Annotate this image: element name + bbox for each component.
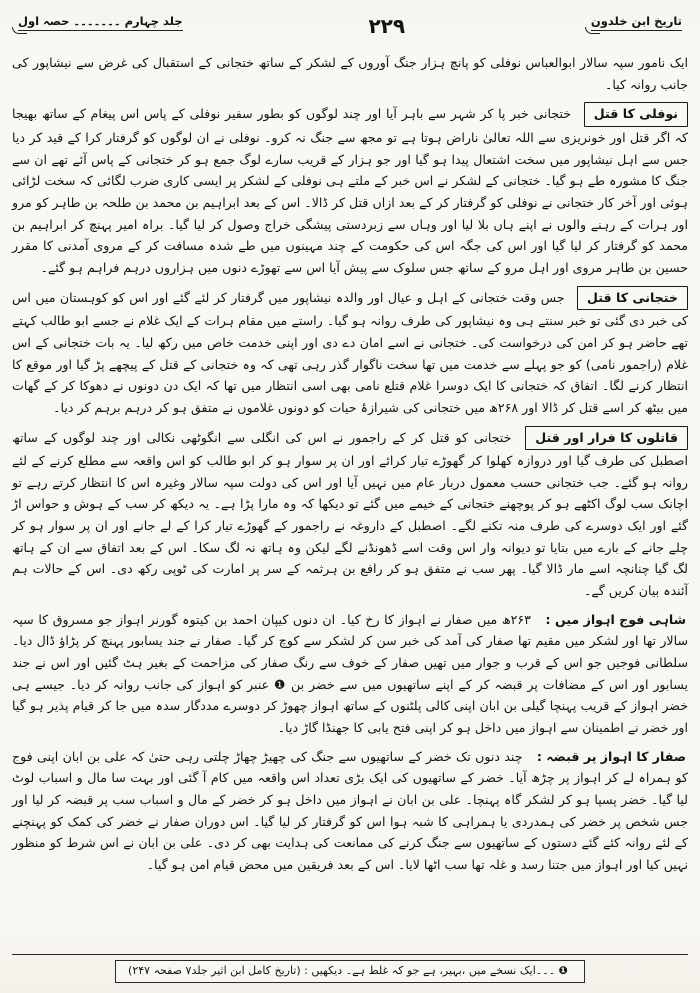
section-heading: صفار کا اہواز پر قبضہ : xyxy=(535,746,688,768)
footnote-text: ۔۔۔ایک نسخے میں ،بہیر، ہے جو کہ غلط ہے۔ دیکھیں : (تاریخ کامل ابن اثیر جلد۷ صفحہ ۲۴۷) xyxy=(128,963,556,977)
paragraph-text: ایک نامور سپہ سالار ابوالعباس نوفلی کو پانچ ہزار جنگ آوروں کے لشکر کے ساتھ ختجانی کے استقبال کی غرض سے نیشاپور کی جانب روانہ کیا۔ xyxy=(12,55,688,92)
section-text: ختجانی کو قتل کر کے راجمور نے اس کی انگلی سے انگوٹھی نکالی اور چند لوگوں کے ساتھ اصطبل کی طرف گیا اور دروازہ کھلوا کر گھوڑے تیار کرائے اور ان پر سوار ہو کر ابو طالب کو اس واقعہ سے مطلع کرنے کے لئے روانہ ہو گئے۔ جب ختجانی حسب معمول دربار عام میں نہیں آیا اور اس کی دولت سپہ سالار وغیرہ اس کا انتظار کرتے رہے تو اچانک سب لوگ اکٹھے ہو کر پوچھنے ختجانی کے خیمے میں گئے تو دیکھا کہ وہ مارا پڑا ہے۔ یہ دیکھ کر سب کے ہوش و حواس اڑ گئے اور ایک دوسرے کی طرف منہ تکنے لگے۔ اصطبل کے داروغہ نے راجمور کے گھوڑے تیار کرا کے لے جانے اور ان پر سوار ہو کر چلے جانے کے بارے میں بتایا تو دیوانہ وار اس وقت اسے ڈھونڈنے لگے لیکن وہ ہاتھ نہ لگ سکا۔ اس کے بعد اتفاق سے ان کے ہاتھ لگ گیا چنانچہ اسے مار ڈالا گیا۔ پھر سب نے متفق ہو کر رافع بن ہرثمہ کے سر پر امارت کی ٹوپی رکھ دی۔ اس کے حالات ہم آئندہ بیان کریں گے۔ xyxy=(12,429,688,599)
page-number: ۲۲۹ xyxy=(368,14,406,38)
book-title: تاریخ ابن خلدون xyxy=(591,14,682,31)
section-heading: قاتلوں کا فرار اور قتل xyxy=(525,426,688,451)
section-nawfali-qatl xyxy=(12,102,688,278)
section-shahi-fauj-ahwaz xyxy=(12,609,688,739)
section-saffar-ahwaz-qabza xyxy=(12,746,688,876)
intro-paragraph xyxy=(12,52,688,95)
footnote-area xyxy=(12,954,688,984)
page-header xyxy=(12,14,688,42)
section-khujistani-qatl xyxy=(12,286,688,419)
volume-info: جلد چہارم ۔۔۔۔۔۔۔ حصہ اول xyxy=(18,14,183,31)
section-heading: ختجانی کا قتل xyxy=(577,286,688,311)
footnote-marker-icon: ❶ xyxy=(558,963,568,977)
section-qatilon-ka-farar xyxy=(12,426,688,602)
section-text: چند دنوں تک خضر کے ساتھیوں سے جنگ کی چھیڑ چھاڑ چلتی رہی حتیٰ کہ علی بن ابان اپنی فوج کو ہمراہ لے کر اہواز پر چڑھ آیا۔ خضر کے ساتھیوں کی ایک بڑی تعداد اس واقعہ میں کام آ گئی اور بہت سا مال و اسباب لوٹ لیا گیا۔ خضر پسپا ہو کر لشکر گاہ پہنچا۔ علی بن ابان نے اہواز میں داخل ہو کر خضر کے مال و اسباب سب پر قبضہ کر لیا اور جس شخص پر خضر کی ہمدردی یا ہمراہی کا شبہ ہوا اس کو گرفتار کر لیا گیا۔ اس دوران صفار نے خضر کی کمک کو پہنچنے کے لئے روانہ کئے گئے دستوں کے ساتھیوں سے جنگ کرنے کی ممانعت کی ہدایت بھی کر دی۔ علی بن ابان نے اس شرط کو منظور نہیں کیا اور اہواز میں جتنا رسد و غلہ تھا سب اٹھا لایا۔ اس کے بعد فریقین میں محض قیام امن ہو گیا۔ xyxy=(12,748,688,872)
section-text: ختجانی خبر پا کر شہر سے باہر آیا اور چند لوگوں کو بطور سفیر نوفلی کے پاس اس پیغام کے ساتھ بھیجا کہ اگر قتل اور خونریزی سے اللہ تعالیٰ ناراض ہوتا ہے تو مجھ سے جنگ نہ کرو۔ نوفلی نے ان لوگوں کو گرفتار کرا کے قید کر دیا جس سے اہل نیشاپور میں سخت اشتعال پیدا ہو گیا اور جو ہزار کے قریب سارے لوگ جمع ہو کر ختجانی کے پاس آئے تھے ان سے جنگ کا مشورہ طے ہو گیا۔ ختجانی کے لشکر نے اس خبر کے ملتے ہی نوفلی کے لشکر پر ایسی کاری ضرب لگائی کہ سخت لڑائی ہوئی اور آخر کار ختجانی نے نوفلی کو گرفتار کر کے بعد ازاں قتل کر ڈالا۔ اس کے بعد ابراہیم بن محمد بن طلحہ بن طاہر کو مرو اور ہرات کے رہنے والوں نے اپنے ہاں بلا لیا اور وہاں سے زبردستی پیشگی خراج وصول کر لیا گیا۔ براہ امیر پہنچ کر ابراہیم بن محمد کو گرفتار کر لیا گیا اور اس کی جگہ اس کی حکومت کے چند مہینوں میں طے شدہ مسافت کر کے مروی آمدنی کا مقرر حسین بن طاہر مروی اور اہل مرو کے ساتھ جس سلوک سے پیش آیا اس سے تھوڑے دنوں میں ہزاروں درہم فراہم ہو گئے۔ xyxy=(12,106,688,275)
section-text: جس وقت ختجانی کے اہل و عیال اور والدہ نیشاپور میں گرفتار کر لئے گئے اور اس کو کوہستان میں اس کی خبر دی گئی تو خبر سنتے ہی وہ نیشاپور کی طرف روانہ ہو گیا۔ راستے میں مقام ہرات کے ایک غلام نے جسے ابو طالب کہتے تھے حاضر ہو کر امن کی درخواست کی۔ ختجانی نے اسے امان دے دی اور اپنی خدمت خاص میں رکھ لیا۔ یہ بات ختجانی کے اس غلام (راجمور نامی) کو جو پہلے سے خدمت میں تھا سخت ناگوار گذر رہی تھی کہ وہ ختجانی کے قتل کے پیچھے پڑ گیا اور موقع کا انتظار کرنے لگا۔ اتفاق کہ ختجانی کا ایک دوسرا غلام قتلع نامی بھی اسی انتظار میں تھا کہ ایک دن دونوں نے دھوکا کر کے گھات میں بیٹھ کر اسے قتل کر ڈالا اور ۲۶۸ھ میں ختجانی کی شیرازۂ حیات کو دونوں غلاموں نے متفق ہو کر درہم برہم کر دیا۔ xyxy=(12,289,688,415)
section-text: ۲۶۳ھ میں صفار نے اہواز کا رخ کیا۔ ان دنوں کیپان احمد بن کیتوہ گورنر اہواز جو مسروق کا سپہ سالار تھا اور لشکر میں مقیم تھا صفار کی آمد کی خبر سن کر لشکر سے کوچ کر گیا۔ صفار نے جند یسابور پہنچ کر پڑاؤ ڈال دیا۔ سلطانی فوجیں جو اس کے قرب و جوار میں تھیں صفار کے خوف سے رنگ صفار کی مزاحمت کے بغیر ہٹ گئیں اور اس نے جند یسابور اور اس کے مضافات پر قبضہ کر کے اپنے ساتھیوں میں سے خضر بن ❶ عنبر کو اہواز کی جانب روانہ کر دیا۔ جیسے ہی خضر اہواز کے قریب پہنچا گیلی بن ابان اپنی کالی پلٹنوں کے ساتھ اہواز چھوڑ کر دوسرے مددگار سدہ میں جا کر قیام پذیر ہو گیا اور خضر نے اطمینان سے اہواز میں داخل ہو کر اپنی فتح یابی کا جھنڈا گاڑ دیا۔ xyxy=(12,611,688,736)
section-heading: شاہی فوج اہواز میں : xyxy=(544,609,688,631)
footnote xyxy=(115,960,585,984)
section-heading: نوفلی کا قتل xyxy=(584,102,688,127)
page-content xyxy=(12,52,688,950)
